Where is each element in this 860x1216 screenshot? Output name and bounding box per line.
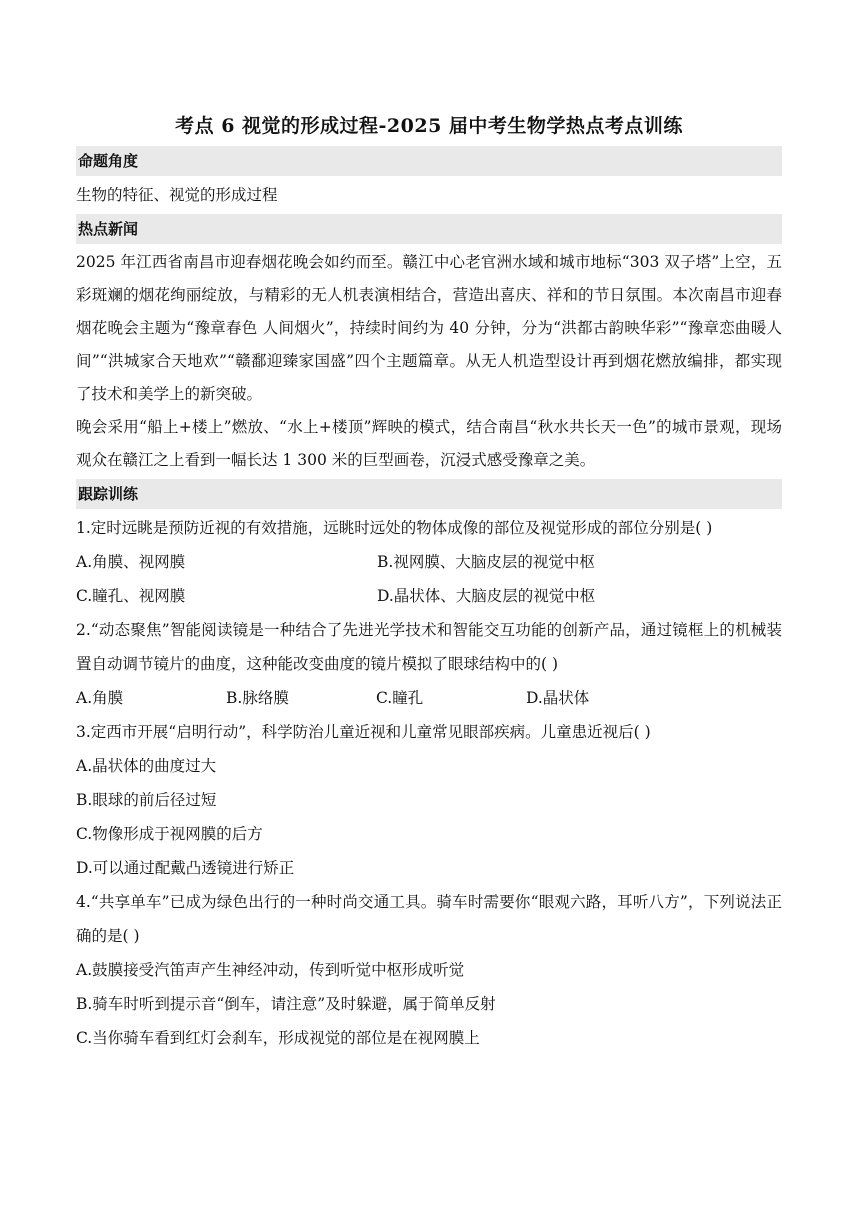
question-2-option-d: D.晶状体 [526, 689, 590, 707]
angle-text: 生物的特征、视觉的形成过程 [76, 186, 278, 204]
news-paragraph-1: 2025 年江西省南昌市迎春烟花晚会如约而至。赣江中心老官洲水域和城市地标“303 双子塔”上空，五彩斑斓的烟花绚丽绽放，与精彩的无人机表演相结合，营造出喜庆、祥和的节日氛围。本次南昌市迎春烟花晚会主题为“豫章春色 人间烟火”，持续时间约为 40 分钟，分为“洪都古韵映华彩”“豫章恋曲暖人间”“洪城家合天地欢”“赣鄱迎臻家国盛”四个主题篇章。从无人机造型设计再到烟花燃放编排，都实现了技术和美学上的新突破。 [76, 253, 782, 403]
news-paragraph-2: 晚会采用“船上+楼上”燃放、“水上+楼顶”辉映的模式，结合南昌“秋水共长天一色”的城市景观，现场观众在赣江之上看到一幅长达 1 300 米的巨型画卷，沉浸式感受豫章之美。 [76, 418, 782, 469]
question-3-stem: 3.定西市开展“启明行动”，科学防治儿童近视和儿童常见眼部疾病。儿童患近视后( ) [76, 723, 651, 741]
question-1-option-d: D.晶状体、大脑皮层的视觉中枢 [377, 587, 596, 605]
question-1-option-a: A.角膜、视网膜 [76, 553, 186, 571]
question-4-option-a: A.鼓膜接受汽笛声产生神经冲动，传到听觉中枢形成听觉 [76, 961, 465, 979]
question-2-stem: 2.“动态聚焦”智能阅读镜是一种结合了先进光学技术和智能交互功能的创新产品，通过镜框上的机械装置自动调节镜片的曲度，这种能改变曲度的镜片模拟了眼球结构中的( ) [76, 621, 782, 673]
question-2 [76, 613, 782, 715]
section-heading-angle: 命题角度 [76, 146, 782, 176]
question-4 [76, 885, 782, 1055]
question-1-options-row-1 [76, 545, 782, 579]
question-4-option-b: B.骑车时听到提示音“倒车，请注意”及时躲避，属于简单反射 [76, 995, 496, 1013]
question-1-options-row-2 [76, 579, 782, 613]
question-1-option-b: B.视网膜、大脑皮层的视觉中枢 [377, 553, 595, 571]
question-2-options-row [76, 681, 782, 715]
question-1 [76, 511, 782, 613]
question-4-option-c: C.当你骑车看到红灯会刹车，形成视觉的部位是在视网膜上 [76, 1029, 480, 1047]
question-2-option-b: B.脉络膜 [226, 689, 289, 707]
question-3-option-c: C.物像形成于视网膜的后方 [76, 825, 263, 843]
question-3 [76, 715, 782, 885]
section-heading-news: 热点新闻 [76, 214, 782, 244]
question-1-option-c: C.瞳孔、视网膜 [76, 587, 186, 605]
question-3-option-b: B.眼球的前后径过短 [76, 791, 217, 809]
question-3-option-a: A.晶状体的曲度过大 [76, 757, 217, 775]
section-heading-practice: 跟踪训练 [76, 479, 782, 509]
question-2-option-c: C.瞳孔 [376, 689, 424, 707]
question-4-stem: 4.“共享单车”已成为绿色出行的一种时尚交通工具。骑车时需要你“眼观六路，耳听八方”，下列说法正确的是( ) [76, 893, 782, 945]
question-1-stem: 1.定时远眺是预防近视的有效措施，远眺时远处的物体成像的部位及视觉形成的部位分别是( ) [76, 519, 713, 537]
page-title: 考点 6 视觉的形成过程-2025 届中考生物学热点考点训练 [175, 115, 683, 137]
document-page [76, 112, 782, 1055]
question-3-option-d: D.可以通过配戴凸透镜进行矫正 [76, 859, 295, 877]
question-2-option-a: A.角膜 [76, 689, 124, 707]
